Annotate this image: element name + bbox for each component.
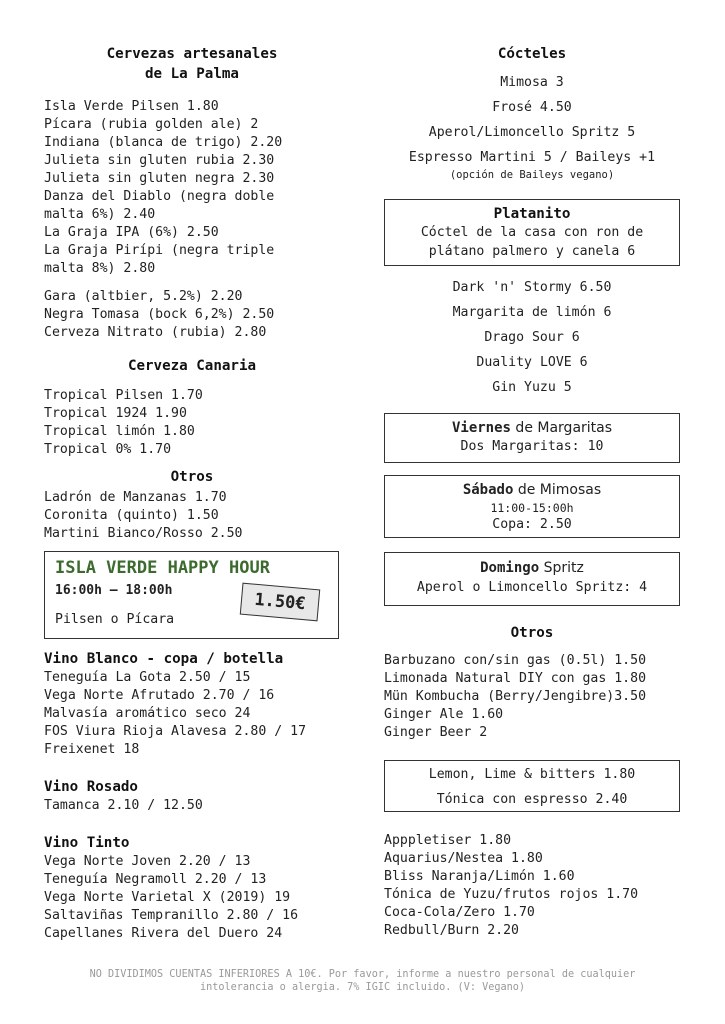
- otros-left-list: [44, 489, 243, 543]
- cocktail-note: (opción de Baileys vegano): [449, 169, 615, 181]
- menu-item: Vega Norte Joven 2.20 / 13: [44, 854, 251, 869]
- menu-item: Vega Norte Varietal X (2019) 19: [44, 890, 291, 905]
- menu-item: Bliss Naranja/Limón 1.60: [384, 869, 575, 884]
- footer-line-1: NO DIVIDIMOS CUENTAS INFERIORES A 10€. Por favor, informe a nuestro personal de cualquier: [89, 969, 636, 980]
- menu-item: Teneguía La Gota 2.50 / 15: [44, 670, 251, 685]
- happy-hour-box: [44, 551, 339, 639]
- sabado-bold: Sábado: [462, 482, 514, 498]
- cocktail-item: Gin Yuzu 5: [492, 380, 572, 395]
- craft-title: [44, 44, 340, 84]
- domingo-bold: Domingo: [480, 560, 540, 576]
- sabado-line: Copa: 2.50: [492, 517, 572, 532]
- domingo-rest: Spritz: [539, 560, 584, 576]
- craft-title-line1: Cervezas artesanales: [106, 46, 278, 62]
- lemon-line-2: Tónica con espresso 2.40: [436, 792, 628, 807]
- vino-tinto-list: [44, 853, 298, 943]
- menu-item: Coronita (quinto) 1.50: [44, 508, 219, 523]
- vino-rosado-list: [44, 797, 203, 815]
- menu-item: Ginger Beer 2: [384, 725, 488, 740]
- menu-item: Tropical limón 1.80: [44, 424, 195, 439]
- platanito-desc-2: plátano palmero y canela 6: [428, 244, 636, 259]
- canaria-list: [44, 387, 203, 459]
- menu-item: Julieta sin gluten negra 2.30: [44, 171, 275, 186]
- menu-item: Redbull/Burn 2.20: [384, 923, 519, 938]
- footer-note: [40, 968, 685, 994]
- menu-item: Teneguía Negramoll 2.20 / 13: [44, 872, 267, 887]
- cocktail-item: Dark 'n' Stormy 6.50: [452, 280, 612, 295]
- menu-item: Aquarius/Nestea 1.80: [384, 851, 543, 866]
- menu-item: Tónica de Yuzu/frutos rojos 1.70: [384, 887, 639, 902]
- vino-tinto-title: Vino Tinto: [44, 835, 130, 851]
- menu-item: Capellanes Rivera del Duero 24: [44, 926, 283, 941]
- viernes-box: [384, 413, 680, 463]
- viernes-line: Dos Margaritas: 10: [460, 439, 604, 454]
- menu-item: La Graja Pirípi (negra triple: [44, 243, 275, 258]
- otros-left-title: Otros: [170, 469, 214, 485]
- viernes-rest: de Margaritas: [510, 420, 613, 436]
- menu-item: malta 8%) 2.80: [44, 261, 156, 276]
- cocktail-item: Espresso Martini 5 / Baileys +1: [408, 150, 656, 165]
- menu-item: Limonada Natural DIY con gas 1.80: [384, 671, 647, 686]
- happy-hour-beers: Pilsen o Pícara: [55, 612, 175, 627]
- menu-item: Barbuzano con/sin gas (0.5l) 1.50: [384, 653, 647, 668]
- craft-list-2: [44, 288, 274, 342]
- cocktail-item: Frosé 4.50: [492, 100, 572, 115]
- cocktail-item: Aperol/Limoncello Spritz 5: [428, 125, 636, 140]
- happy-hour-price-tag: [240, 583, 320, 622]
- lemon-box: [384, 760, 680, 812]
- platanito-box: [384, 199, 680, 266]
- menu-item: La Graja IPA (6%) 2.50: [44, 225, 219, 240]
- menu-item: Pícara (rubia golden ale) 2: [44, 117, 259, 132]
- cocktail-item: Duality LOVE 6: [476, 355, 588, 370]
- menu-item: Danza del Diablo (negra doble: [44, 189, 275, 204]
- menu-item: Tropical 1924 1.90: [44, 406, 187, 421]
- menu-item: Malvasía aromático seco 24: [44, 706, 251, 721]
- menu-item: Mün Kombucha (Berry/Jengibre)3.50: [384, 689, 647, 704]
- menu-item: Vega Norte Afrutado 2.70 / 16: [44, 688, 275, 703]
- viernes-bold: Viernes: [451, 420, 511, 436]
- menu-item: FOS Viura Rioja Alavesa 2.80 / 17: [44, 724, 307, 739]
- lemon-line-1: Lemon, Lime & bitters 1.80: [428, 767, 636, 782]
- soft-drinks-list: [384, 832, 638, 940]
- menu-item: Isla Verde Pilsen 1.80: [44, 99, 219, 114]
- cocktail-item: Mimosa 3: [500, 75, 564, 90]
- footer-line-2: intolerancia o alergia. 7% IGIC incluido. (V: Vegano): [199, 982, 526, 993]
- happy-hour-price: 1.50€: [253, 589, 307, 615]
- menu-item: Ginger Ale 1.60: [384, 707, 504, 722]
- domingo-box: [384, 552, 680, 606]
- cocteles-title: Cócteles: [497, 46, 567, 62]
- craft-list: [44, 98, 282, 278]
- sabado-box: [384, 475, 680, 538]
- cocktail-item: Margarita de limón 6: [452, 305, 612, 320]
- sabado-hours: 11:00-15:00h: [490, 501, 574, 515]
- canaria-title: Cerveza Canaria: [127, 358, 257, 374]
- otros-right-list: [384, 652, 646, 742]
- otros-right-title: Otros: [510, 625, 554, 641]
- happy-hour-time: 16:00h – 18:00h: [55, 583, 173, 598]
- menu-item: Freixenet 18: [44, 742, 140, 757]
- craft-title-line2: de La Palma: [145, 66, 239, 82]
- menu-item: Julieta sin gluten rubia 2.30: [44, 153, 275, 168]
- vino-blanco-list: [44, 669, 306, 759]
- platanito-title: Platanito: [493, 206, 571, 222]
- platanito-desc-1: Cóctel de la casa con ron de: [420, 225, 644, 240]
- menu-item: Tamanca 2.10 / 12.50: [44, 798, 203, 813]
- menu-item: Ladrón de Manzanas 1.70: [44, 490, 227, 505]
- menu-item: Tropical 0% 1.70: [44, 442, 172, 457]
- menu-item: Negra Tomasa (bock 6,2%) 2.50: [44, 307, 275, 322]
- domingo-line: Aperol o Limoncello Spritz: 4: [416, 580, 648, 595]
- menu-item: Saltaviñas Tempranillo 2.80 / 16: [44, 908, 299, 923]
- menu-item: Coca-Cola/Zero 1.70: [384, 905, 535, 920]
- menu-item: Tropical Pilsen 1.70: [44, 388, 203, 403]
- menu-item: Apppletiser 1.80: [384, 833, 512, 848]
- menu-item: Gara (altbier, 5.2%) 2.20: [44, 289, 243, 304]
- vino-rosado-title: Vino Rosado: [44, 779, 138, 795]
- happy-hour-title: ISLA VERDE HAPPY HOUR: [55, 558, 270, 578]
- menu-item: Martini Bianco/Rosso 2.50: [44, 526, 243, 541]
- menu-item: Cerveza Nitrato (rubia) 2.80: [44, 325, 267, 340]
- menu-item: Indiana (blanca de trigo) 2.20: [44, 135, 283, 150]
- cocktail-item: Drago Sour 6: [484, 330, 580, 345]
- vino-blanco-title: Vino Blanco - copa / botella: [44, 651, 284, 667]
- menu-item: malta 6%) 2.40: [44, 207, 156, 222]
- sabado-rest: de Mimosas: [513, 482, 602, 498]
